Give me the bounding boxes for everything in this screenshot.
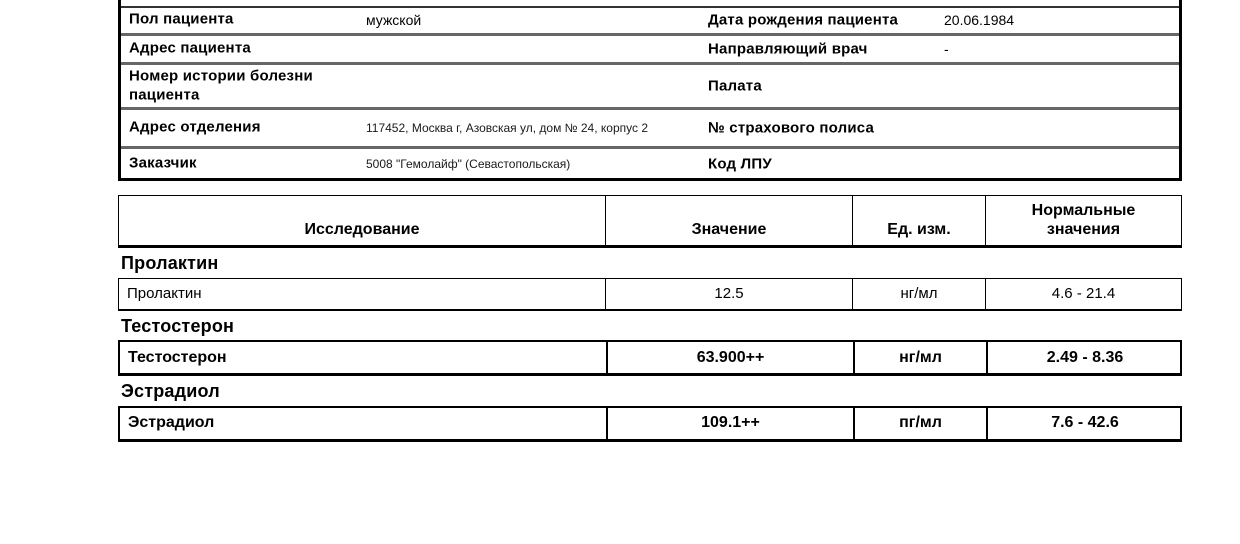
- field-value: 5008 "Гемолайф" (Севастопольская): [366, 157, 571, 171]
- field-label: Палата: [708, 77, 762, 95]
- result-value: 12.5: [605, 279, 852, 309]
- field-label: № страхового полиса: [708, 119, 875, 137]
- result-unit: нг/мл: [853, 342, 986, 373]
- field-label: Пол пациента: [129, 10, 234, 28]
- result-row: [118, 406, 1182, 442]
- results-table-header: [118, 195, 1182, 248]
- column-header-normal-range-label: Нормальные значения: [1031, 202, 1136, 239]
- result-normal-range: 2.49 - 8.36: [986, 342, 1182, 373]
- result-row: [118, 278, 1182, 311]
- result-normal-range: 7.6 - 42.6: [986, 408, 1182, 439]
- row-separator: [121, 146, 1179, 149]
- result-group-prolactin: [118, 253, 1182, 311]
- row-separator: [121, 62, 1179, 65]
- result-name: Тестостерон: [128, 348, 227, 366]
- field-label: Заказчик: [129, 154, 197, 172]
- group-title: Пролактин: [121, 253, 219, 273]
- result-group-testosterone: [118, 316, 1182, 377]
- result-value: 109.1++: [606, 408, 853, 439]
- field-label: Адрес пациента: [129, 39, 251, 57]
- result-name: Пролактин: [127, 285, 202, 303]
- result-name: Эстрадиол: [128, 414, 215, 432]
- results-table: [118, 195, 1182, 442]
- group-title: Тестостерон: [121, 315, 235, 336]
- result-row: [118, 340, 1182, 376]
- field-label: Код ЛПУ: [708, 155, 772, 173]
- column-header-test: Исследование: [304, 221, 420, 239]
- patient-row-customer-lpu: [121, 150, 1179, 178]
- patient-row-department-policy: [121, 111, 1179, 145]
- patient-row-history-ward: [121, 66, 1179, 106]
- row-separator: [121, 107, 1179, 110]
- result-unit: пг/мл: [853, 408, 986, 439]
- field-label: Номер истории болезни пациента: [129, 67, 313, 103]
- column-header-value: Значение: [605, 196, 852, 245]
- column-header-normal-range: [985, 196, 1181, 245]
- field-value: -: [944, 41, 949, 57]
- result-unit: нг/мл: [852, 279, 985, 309]
- row-separator: [121, 33, 1179, 36]
- field-value: 20.06.1984: [944, 12, 1015, 28]
- field-value: мужской: [366, 12, 422, 28]
- group-title: Эстрадиол: [121, 381, 220, 402]
- field-label: Адрес отделения: [129, 118, 261, 136]
- patient-row-address-doctor: [121, 37, 1179, 61]
- result-value: 63.900++: [606, 342, 853, 373]
- patient-info-table: [118, 0, 1182, 181]
- result-normal-range: 4.6 - 21.4: [985, 279, 1181, 309]
- field-label: Дата рождения пациента: [708, 11, 899, 29]
- field-value: 117452, Москва г, Азовская ул, дом № 24, корпус 2: [366, 121, 648, 135]
- column-header-unit: Ед. изм.: [852, 196, 985, 245]
- result-group-estradiol: [118, 381, 1182, 442]
- field-label: Направляющий врач: [708, 40, 868, 58]
- patient-row-sex-birthdate: [121, 8, 1179, 32]
